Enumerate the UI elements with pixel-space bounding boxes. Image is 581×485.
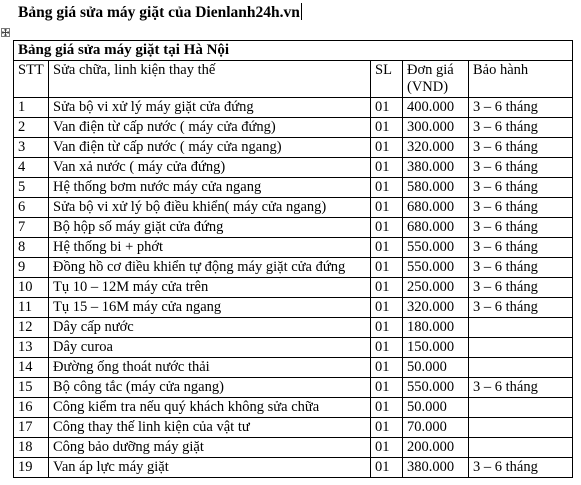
cell-warranty	[469, 418, 573, 438]
cell-item: Công thay thế linh kiện của vật tư	[49, 418, 371, 438]
cell-qty: 01	[371, 258, 403, 278]
cell-stt: 19	[14, 458, 49, 478]
cell-item: Đường ống thoát nước thải	[49, 358, 371, 378]
table-header-row	[14, 61, 573, 98]
cell-qty: 01	[371, 178, 403, 198]
document-heading	[18, 3, 302, 23]
cell-price: 200.000	[403, 438, 469, 458]
cell-warranty: 3 – 6 tháng	[469, 158, 573, 178]
cell-item: Bộ công tắc (máy cửa ngang)	[49, 378, 371, 398]
cell-item: Đồng hồ cơ điều khiển tự động máy giặt cửa đứng	[49, 258, 371, 278]
cell-warranty: 3 – 6 tháng	[469, 98, 573, 118]
cell-item: Sửa bộ vi xử lý bộ điều khiển( máy cửa ngang)	[49, 198, 371, 218]
table-row	[14, 178, 573, 198]
cell-stt: 7	[14, 218, 49, 238]
table-row	[14, 398, 573, 418]
cell-item: Công kiểm tra nếu quý khách không sửa chữa	[49, 398, 371, 418]
cell-stt: 14	[14, 358, 49, 378]
cell-price: 580.000	[403, 178, 469, 198]
cell-qty: 01	[371, 238, 403, 258]
cell-stt: 16	[14, 398, 49, 418]
cell-qty: 01	[371, 318, 403, 338]
cell-warranty: 3 – 6 tháng	[469, 198, 573, 218]
table-row	[14, 298, 573, 318]
cell-item: Tụ 15 – 16M máy cửa ngang	[49, 298, 371, 318]
table-title-row	[14, 41, 573, 61]
cell-qty: 01	[371, 218, 403, 238]
cell-item: Hệ thống bi + phớt	[49, 238, 371, 258]
table-row	[14, 198, 573, 218]
cell-qty: 01	[371, 398, 403, 418]
cell-item: Van áp lực máy giặt	[49, 458, 371, 478]
cell-qty: 01	[371, 338, 403, 358]
cell-warranty	[469, 338, 573, 358]
cell-stt: 3	[14, 138, 49, 158]
cell-qty: 01	[371, 278, 403, 298]
cell-price: 300.000	[403, 118, 469, 138]
table-row	[14, 438, 573, 458]
cell-warranty: 3 – 6 tháng	[469, 218, 573, 238]
cell-stt: 11	[14, 298, 49, 318]
table-row	[14, 358, 573, 378]
cell-item: Công bảo dưỡng máy giặt	[49, 438, 371, 458]
cell-warranty	[469, 358, 573, 378]
cell-stt: 4	[14, 158, 49, 178]
cell-stt: 15	[14, 378, 49, 398]
cell-item: Dây cấp nước	[49, 318, 371, 338]
cell-price: 380.000	[403, 158, 469, 178]
table-row	[14, 278, 573, 298]
cell-stt: 1	[14, 98, 49, 118]
cell-price: 70.000	[403, 418, 469, 438]
cell-stt: 10	[14, 278, 49, 298]
cell-stt: 2	[14, 118, 49, 138]
cell-price: 50.000	[403, 358, 469, 378]
cell-warranty: 3 – 6 tháng	[469, 298, 573, 318]
cell-qty: 01	[371, 458, 403, 478]
cell-qty: 01	[371, 438, 403, 458]
cell-warranty: 3 – 6 tháng	[469, 278, 573, 298]
cell-stt: 18	[14, 438, 49, 458]
cell-price: 250.000	[403, 278, 469, 298]
cell-price: 680.000	[403, 218, 469, 238]
cell-stt: 13	[14, 338, 49, 358]
cell-price: 180.000	[403, 318, 469, 338]
cell-warranty: 3 – 6 tháng	[469, 178, 573, 198]
cell-price: 150.000	[403, 338, 469, 358]
cell-stt: 9	[14, 258, 49, 278]
price-table	[13, 40, 573, 478]
header-qty: SL	[371, 61, 403, 98]
cell-stt: 17	[14, 418, 49, 438]
cell-item: Dây curoa	[49, 338, 371, 358]
header-price: Đơn giá (VND)	[403, 61, 469, 98]
text-cursor	[301, 3, 302, 20]
table-row	[14, 458, 573, 478]
cell-warranty: 3 – 6 tháng	[469, 238, 573, 258]
table-row	[14, 118, 573, 138]
header-stt: STT	[14, 61, 49, 98]
cell-price: 400.000	[403, 98, 469, 118]
cell-warranty: 3 – 6 tháng	[469, 258, 573, 278]
table-row	[14, 378, 573, 398]
cell-item: Van xả nước ( máy cửa đứng)	[49, 158, 371, 178]
table-row	[14, 238, 573, 258]
cell-price: 380.000	[403, 458, 469, 478]
cell-qty: 01	[371, 298, 403, 318]
cell-price: 550.000	[403, 378, 469, 398]
cell-item: Sửa bộ vi xử lý máy giặt cửa đứng	[49, 98, 371, 118]
cell-warranty	[469, 398, 573, 418]
cell-stt: 6	[14, 198, 49, 218]
cell-price: 50.000	[403, 398, 469, 418]
table-row	[14, 258, 573, 278]
cell-item: Hệ thống bơm nước máy cửa ngang	[49, 178, 371, 198]
cell-qty: 01	[371, 358, 403, 378]
cell-warranty	[469, 318, 573, 338]
cell-qty: 01	[371, 418, 403, 438]
cell-price: 320.000	[403, 138, 469, 158]
cell-warranty: 3 – 6 tháng	[469, 118, 573, 138]
document-heading-text: Bảng giá sửa máy giặt của Dienlanh24h.vn	[18, 4, 300, 21]
cell-stt: 5	[14, 178, 49, 198]
cell-qty: 01	[371, 118, 403, 138]
cell-qty: 01	[371, 158, 403, 178]
cell-price: 320.000	[403, 298, 469, 318]
table-row	[14, 318, 573, 338]
cell-item: Tụ 10 – 12M máy cửa trên	[49, 278, 371, 298]
table-row	[14, 138, 573, 158]
table-move-icon[interactable]	[1, 28, 10, 37]
table-row	[14, 338, 573, 358]
cell-warranty: 3 – 6 tháng	[469, 378, 573, 398]
cell-qty: 01	[371, 378, 403, 398]
cell-qty: 01	[371, 138, 403, 158]
table-row	[14, 418, 573, 438]
cell-item: Bộ hộp số máy giặt cửa đứng	[49, 218, 371, 238]
table-row	[14, 158, 573, 178]
cell-warranty	[469, 438, 573, 458]
table-row	[14, 218, 573, 238]
header-warranty: Bảo hành	[469, 61, 573, 98]
table-row	[14, 98, 573, 118]
cell-item: Van điện từ cấp nước ( máy cửa ngang)	[49, 138, 371, 158]
cell-price: 550.000	[403, 238, 469, 258]
cell-price: 680.000	[403, 198, 469, 218]
cell-price: 550.000	[403, 258, 469, 278]
cell-qty: 01	[371, 98, 403, 118]
cell-warranty: 3 – 6 tháng	[469, 458, 573, 478]
cell-item: Van điện từ cấp nước ( máy cửa đứng)	[49, 118, 371, 138]
table-title: Bảng giá sửa máy giặt tại Hà Nội	[14, 41, 573, 61]
header-item: Sửa chữa, linh kiện thay thế	[49, 61, 371, 98]
move-icon	[2, 29, 9, 36]
cell-qty: 01	[371, 198, 403, 218]
cell-warranty: 3 – 6 tháng	[469, 138, 573, 158]
cell-stt: 12	[14, 318, 49, 338]
cell-stt: 8	[14, 238, 49, 258]
